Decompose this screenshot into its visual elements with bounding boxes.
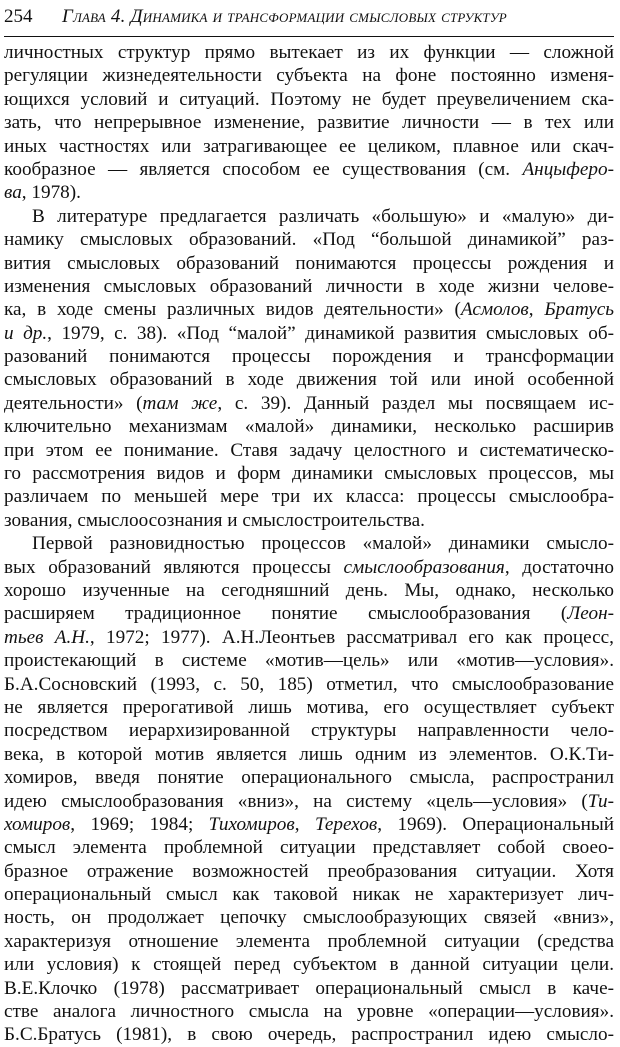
running-title: Глава 4. Динамика и трансформации смысловых структур (62, 6, 507, 27)
text-line (4, 602, 614, 625)
italic-text-segment: хомиров (4, 813, 71, 835)
italic-text-segment: Братусь (544, 299, 614, 321)
text-segment: ка, в ходе смены различных видов деятельности» ( (4, 299, 461, 321)
text-line (4, 158, 614, 181)
italic-text-segment: Асмолов (460, 299, 529, 321)
text-segment: при этом ее понимание. Ставя задачу целостного и систематическо- (4, 439, 614, 461)
text-line (4, 392, 614, 415)
text-segment: не является прерогативой лишь мотива, его осуществляет субъект (4, 696, 614, 718)
text-segment: ющихся условий и ситуаций. Поэтому не будет преувеличением ска- (4, 88, 614, 110)
text-segment: ность, он продолжает цепочку смыслообразующих связей «вниз», (4, 907, 614, 929)
text-line (4, 485, 614, 508)
body-text (4, 41, 614, 1047)
italic-text-segment: ва (4, 182, 22, 204)
text-segment: В.Е.Клочко (1978) рассматривает операциональный смысл в каче- (4, 977, 614, 999)
italic-text-segment: тьев А.Н. (4, 626, 90, 648)
text-line (4, 205, 614, 228)
text-segment: вых образований являются процессы (4, 556, 344, 578)
text-segment: , с. 39). Данный раздел мы посвящаем ис- (217, 392, 614, 414)
text-segment: бразное отражение возможностей преобразования ситуации. Хотя (4, 860, 614, 882)
text-segment: го рассмотрения видов и форм динамики смысловых процессов, мы (4, 463, 614, 485)
text-line (4, 860, 614, 883)
text-segment: деятельности» ( (4, 392, 143, 414)
text-segment: , 1978). (21, 182, 81, 204)
text-segment: смысловых образований в ходе движения той или иной особенной (4, 369, 614, 391)
text-line (4, 345, 614, 368)
italic-text-segment: Тихомиров (208, 813, 295, 835)
text-segment: расширяем традиционное понятие смыслообразования ( (4, 603, 568, 625)
text-line (4, 977, 614, 1000)
text-line (4, 626, 614, 649)
text-line (4, 556, 614, 579)
text-line (4, 883, 614, 906)
text-segment: ключительно механизмам «малой» динамики, несколько расширив (4, 416, 614, 438)
text-line (4, 766, 614, 789)
text-segment: кообразное — является способом ее существования (см. (4, 158, 523, 180)
text-line (4, 135, 614, 158)
text-segment: хорошо изученные на сегодняшний день. Мы, однако, несколько (4, 579, 614, 601)
text-line (4, 532, 614, 555)
text-segment: века, в которой мотив является лишь одним из элементов. О.К.Ти- (4, 743, 614, 765)
text-line (4, 368, 614, 391)
text-segment: смысл элемента проблемной ситуации представляет собой своео- (4, 837, 614, 859)
text-line (4, 790, 614, 813)
text-segment: Б.С.Братусь (1981), в свою очередь, распространил идею смысло- (4, 1024, 614, 1046)
text-line (4, 298, 614, 321)
text-segment: , 1972; 1977). А.Н.Леонтьев рассматривал его как процесс, (89, 626, 614, 648)
text-line (4, 41, 614, 64)
text-line (4, 1023, 614, 1046)
text-line (4, 743, 614, 766)
italic-text-segment: Ти- (587, 790, 614, 812)
text-segment: или условия) к стоящей перед субъектом в данной ситуации цели. (4, 954, 614, 976)
text-segment: вития смысловых образований понимаются процессы рождения и (4, 252, 614, 274)
text-segment: различаем по меньшей мере три их класса: процессы смыслообра- (4, 486, 614, 508)
text-line (4, 836, 614, 859)
text-line (4, 111, 614, 134)
italic-text-segment: там же (142, 392, 218, 414)
page-number: 254 (4, 6, 33, 27)
text-segment: В литературе предлагается различать «большую» и «малую» ди- (32, 205, 614, 227)
text-line (4, 64, 614, 87)
text-line (4, 462, 614, 485)
italic-text-segment: и др. (4, 322, 48, 344)
text-line (4, 696, 614, 719)
italic-text-segment: Леон- (567, 603, 614, 625)
text-line (4, 930, 614, 953)
text-segment: хомиров, введя понятие операционального смысла, распространил (4, 767, 614, 789)
page-header (4, 0, 614, 37)
text-line (4, 509, 614, 532)
text-line (4, 649, 614, 672)
text-line (4, 673, 614, 696)
text-segment: , 1969; 1984; (70, 813, 209, 835)
text-line (4, 181, 614, 204)
text-line (4, 439, 614, 462)
text-segment: , 1979, с. 38). «Под “малой” динамикой развития смысловых об- (47, 322, 614, 344)
text-line (4, 415, 614, 438)
text-segment: зать, что непрерывное изменение, развитие личности — в тех или (4, 112, 614, 134)
text-line (4, 228, 614, 251)
text-segment: Б.А.Сосновский (1993, с. 50, 185) отметил, что смыслообразование (4, 673, 614, 695)
text-segment: изменения смысловых образований личности в ходе жизни челове- (4, 275, 614, 297)
text-segment: регуляции жизнедеятельности субъекта на фоне постоянно изменя- (4, 65, 614, 87)
text-line (4, 579, 614, 602)
text-line (4, 275, 614, 298)
text-line (4, 252, 614, 275)
text-segment: проистекающий в системе «мотив—цель» или «мотив—условия». (4, 650, 614, 672)
text-segment: , 1969). Операциональный (377, 813, 614, 835)
text-line (4, 813, 614, 836)
text-segment: зования, смыслоосознания и смыслостроительства. (4, 509, 425, 531)
text-line (4, 719, 614, 742)
text-segment: идею смыслообразования «вниз», на систему «цель—условия» ( (4, 790, 588, 812)
text-line (4, 1000, 614, 1023)
text-segment: характеризуя отношение элемента проблемной ситуации (средства (4, 930, 614, 952)
text-line (4, 322, 614, 345)
text-segment: стве аналога личностного смысла на уровне «операции—условия». (4, 1001, 614, 1023)
text-line (4, 953, 614, 976)
text-segment: намику смысловых образований. «Под “большой динамикой” раз- (4, 229, 614, 251)
text-segment: личностных структур прямо вытекает из их функции — сложной (4, 42, 614, 63)
text-segment: , (294, 813, 315, 835)
text-segment: посредством иерархизированной структуры направленности чело- (4, 720, 614, 742)
text-line (4, 906, 614, 929)
text-segment: разований понимаются процессы порождения и трансформации (4, 346, 614, 368)
text-segment: , (528, 299, 545, 321)
text-segment: Первой разновидностью процессов «малой» динамики смысло- (32, 533, 614, 555)
text-segment: операциональный смысл как таковой никак не характеризует лич- (4, 884, 614, 906)
text-line (4, 88, 614, 111)
italic-text-segment: Анцыферо- (522, 158, 614, 180)
italic-text-segment: Терехов (314, 813, 378, 835)
text-segment: иных частностях или затрагивающее ее целиком, плавное или скач- (4, 135, 614, 157)
italic-text-segment: смыслообразования (343, 556, 505, 578)
text-segment: , достаточно (504, 556, 614, 578)
